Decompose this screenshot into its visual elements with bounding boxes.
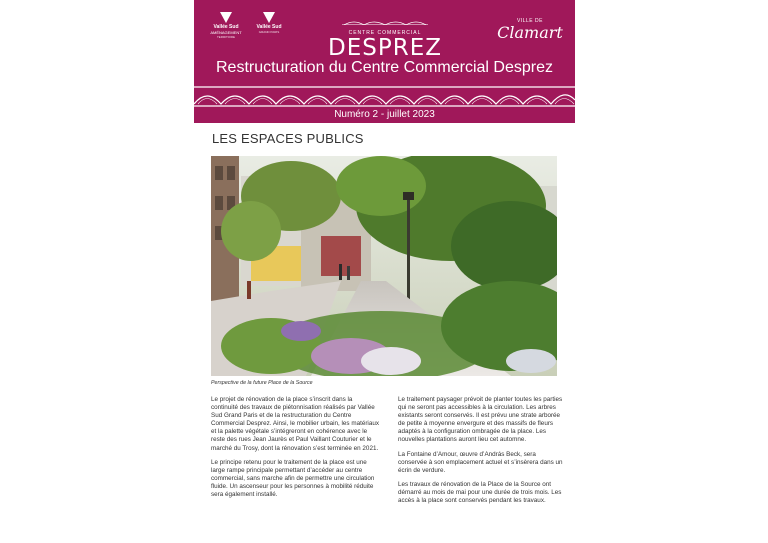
newsletter-title: Restructuration du Centre Commercial Desprez (215, 59, 553, 76)
city-prefix: VILLE DE (517, 18, 543, 24)
newsletter-page (194, 0, 575, 543)
vallee-sud-amenagement-logo (206, 12, 246, 39)
logo-line: Vallée Sud (256, 24, 282, 30)
photo-caption: Perspective de la future Place de la Source (211, 380, 313, 386)
paragraph: Le projet de rénovation de la place s’inscrit dans la continuité des travaux de piétonnisation réalisés par Vallée Sud Grand Paris et de la restructuration du Centre Commercial Desprez. Ainsi, le mobilier urbain, les matériaux et la palette végétale s’intégreront en cohérence avec le reste des rues Jean Jaurès et Paul Vaillant Couturier et le marché du Trosy, dont la rénovation s’est terminée en 2021. (211, 396, 379, 452)
place-de-la-source-rendering (211, 156, 557, 376)
city-name: Clamart (497, 23, 563, 42)
logo-line: GRAND PARIS (258, 30, 280, 34)
left-column (211, 396, 379, 505)
issue-number: Numéro 2 - juillet 2023 (334, 109, 435, 120)
logo-triangle-icon (220, 12, 232, 23)
paragraph: Le traitement paysager prévoit de planter toutes les parties qui ne seront pas accessibles à la circulation. Les arbres existants seront conservés. Il est prévu une strate arborée de petite à moyenne envergure et des massifs de fleurs adaptés à la configuration ombragée de la place. Les nouvelles plantations auront lieu cet automne. (398, 396, 563, 444)
paragraph: Le principe retenu pour le traitement de la place est une large rampe principale permettant d’accéder au centre commercial, sans marche afin de permettre une circulation fluide. Un ascenseur pour les personnes à mobilité réduite sera également installé. (211, 458, 375, 499)
section-title: LES ESPACES PUBLICS (212, 131, 364, 146)
paragraph: La Fontaine d’Amour, œuvre d’András Beck, sera conservée à son emplacement actuel et s’insèrera dans un écrin de verdure. (398, 450, 563, 474)
brand-subtitle: CENTRE COMMERCIAL (348, 30, 422, 36)
logo-line: Vallée Sud (213, 24, 239, 30)
right-column (398, 396, 566, 511)
rendering-image (211, 156, 557, 376)
brand-name: DESPREZ (328, 35, 442, 61)
vallee-sud-grand-paris-logo (252, 12, 286, 34)
paragraph: Les travaux de rénovation de la Place de la Source ont démarré au mois de mai pour une durée de trois mois. Les accès à la place sont conservés pendant les travaux. (398, 480, 562, 505)
arcade-ornament-icon (194, 84, 575, 108)
header-banner (194, 0, 575, 123)
clamart-logo (494, 18, 566, 42)
logo-line: AMÉNAGEMENT (210, 30, 242, 35)
desprez-logo (322, 12, 448, 60)
logo-line: TERRITOIRE (216, 35, 236, 39)
desprez-arch-icon (322, 19, 448, 25)
logo-triangle-icon (263, 12, 275, 23)
